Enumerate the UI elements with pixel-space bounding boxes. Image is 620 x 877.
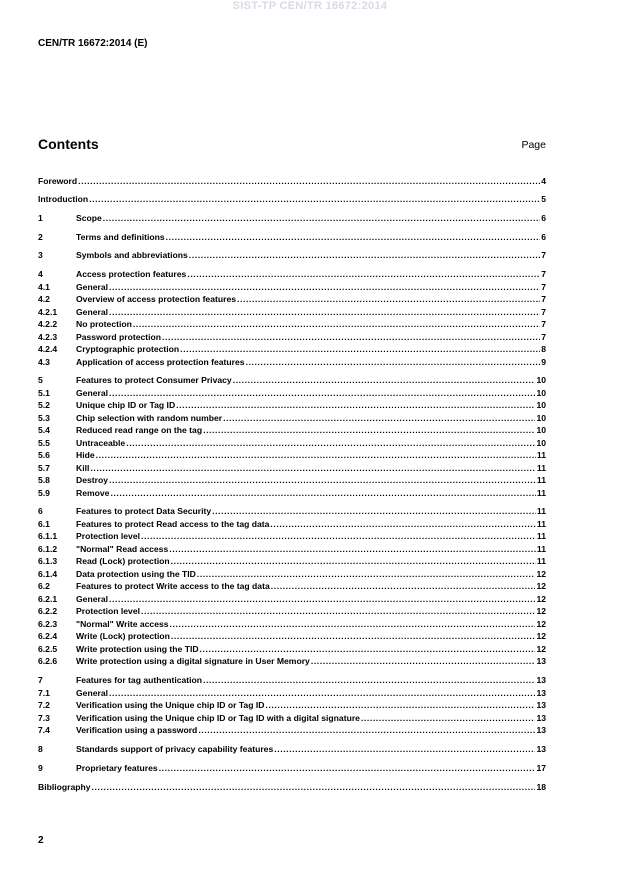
toc-entry-page: 10 (536, 400, 546, 410)
toc-entry-title: Verification using the Unique chip ID or Tag ID (76, 700, 265, 710)
toc-entry-title: Read (Lock) protection (76, 556, 170, 566)
toc-entry[interactable] (38, 475, 546, 487)
toc-entry-number: 4.2.2 (38, 319, 58, 329)
toc-entry-title: Introduction (38, 194, 89, 204)
toc-entry-page: 6 (541, 213, 546, 223)
toc-entry-page: 6 (541, 232, 546, 242)
toc-entry-title: No protection (76, 319, 132, 329)
toc-entry[interactable] (38, 450, 546, 462)
toc-leader-dots (200, 644, 536, 654)
toc-entry-title: Features to protect Data Security (76, 506, 212, 516)
toc-entry-page: 7 (541, 269, 546, 279)
toc-leader-dots (233, 375, 536, 385)
toc-entry-page: 11 (536, 556, 546, 566)
toc-entry-number: 5.4 (38, 425, 50, 435)
toc-entry[interactable] (38, 307, 546, 319)
toc-entry[interactable] (38, 176, 546, 188)
toc-entry-page: 11 (536, 544, 546, 554)
toc-entry-number: 4.2.3 (38, 332, 58, 342)
toc-entry-page: 7 (541, 332, 546, 342)
toc-entry-number: 5.1 (38, 388, 50, 398)
toc-entry-number: 6.2 (38, 581, 50, 591)
toc-entry[interactable] (38, 250, 546, 262)
toc-leader-dots (246, 357, 541, 367)
toc-entry[interactable] (38, 332, 546, 344)
toc-entry-page: 11 (536, 519, 546, 529)
toc-entry-page: 10 (536, 413, 546, 423)
toc-entry-title: Application of access protection features (76, 357, 245, 367)
toc-leader-dots (189, 250, 540, 260)
toc-entry-number: 5.6 (38, 450, 50, 460)
toc-leader-dots (166, 232, 541, 242)
toc-leader-dots (265, 700, 535, 710)
toc-leader-dots (361, 713, 536, 723)
toc-entry[interactable] (38, 232, 546, 244)
toc-entry[interactable] (38, 213, 546, 225)
toc-entry[interactable] (38, 438, 546, 450)
toc-entry-page: 13 (536, 688, 546, 698)
toc-entry-page: 12 (536, 631, 546, 641)
toc-entry-title: Password protection (76, 332, 161, 342)
toc-entry-page: 9 (541, 357, 546, 367)
toc-entry[interactable] (38, 782, 546, 794)
toc-entry-number: 5.3 (38, 413, 50, 423)
toc-entry-title: Access protection features (76, 269, 187, 279)
toc-entry-number: 5.5 (38, 438, 50, 448)
toc-entry-number: 4.2.1 (38, 307, 58, 317)
toc-entry-title: "Normal" Write access (76, 619, 169, 629)
toc-entry[interactable] (38, 656, 546, 668)
toc-entry-page: 11 (536, 531, 546, 541)
toc-entry-page: 13 (536, 713, 546, 723)
toc-entry-number: 6.1.4 (38, 569, 58, 579)
toc-leader-dots (171, 631, 536, 641)
toc-entry-title: "Normal" Read access (76, 544, 169, 554)
toc-entry-page: 10 (536, 388, 546, 398)
toc-leader-dots (180, 344, 540, 354)
toc-entry-title: Features to protect Read access to the tag data (76, 519, 270, 529)
toc-entry-number: 3 (38, 250, 43, 260)
toc-entry-page: 12 (536, 569, 546, 579)
toc-entry-number: 1 (38, 213, 43, 223)
toc-entry-number: 6.1.1 (38, 531, 58, 541)
toc-leader-dots (274, 744, 535, 754)
toc-entry-page: 4 (541, 176, 546, 186)
toc-entry-title: Features to protect Consumer Privacy (76, 375, 232, 385)
toc-entry-title: Write protection using a digital signature in User Memory (76, 656, 310, 666)
toc-entry-number: 7.4 (38, 725, 50, 735)
toc-leader-dots (109, 475, 536, 485)
toc-entry-title: Protection level (76, 606, 140, 616)
toc-entry-number: 7.2 (38, 700, 50, 710)
toc-entry-page: 10 (536, 438, 546, 448)
toc-entry-title: Untraceable (76, 438, 126, 448)
toc-entry-page: 11 (536, 475, 546, 485)
toc-entry[interactable] (38, 488, 546, 500)
toc-entry-number: 6 (38, 506, 43, 516)
toc-entry-title: Hide (76, 450, 95, 460)
toc-leader-dots (110, 488, 535, 498)
toc-entry-title: General (76, 594, 109, 604)
toc-leader-dots (170, 619, 536, 629)
toc-entry-page: 18 (536, 782, 546, 792)
toc-entry[interactable] (38, 569, 546, 581)
toc-entry-page: 12 (536, 594, 546, 604)
toc-leader-dots (271, 581, 536, 591)
toc-entry-page: 7 (541, 307, 546, 317)
toc-entry-number: 4 (38, 269, 43, 279)
toc-entry-page: 13 (536, 675, 546, 685)
toc-entry[interactable] (38, 631, 546, 643)
toc-entry-title: Write protection using the TID (76, 644, 199, 654)
toc-entry-title: Verification using a password (76, 725, 198, 735)
toc-entry[interactable] (38, 294, 546, 306)
toc-entry-title: General (76, 688, 109, 698)
toc-entry-number: 6.2.4 (38, 631, 58, 641)
toc-entry-number: 6.2.2 (38, 606, 58, 616)
toc-entry[interactable] (38, 375, 546, 387)
toc-entry[interactable] (38, 357, 546, 369)
toc-entry[interactable] (38, 194, 546, 206)
document-id: CEN/TR 16672:2014 (E) (38, 38, 148, 49)
toc-entry-title: Kill (76, 463, 90, 473)
toc-leader-dots (109, 388, 535, 398)
toc-entry[interactable] (38, 763, 546, 775)
toc-leader-dots (141, 531, 536, 541)
toc-entry[interactable] (38, 688, 546, 700)
toc-entry[interactable] (38, 282, 546, 294)
toc-entry-page: 12 (536, 581, 546, 591)
toc-entry-page: 12 (536, 619, 546, 629)
toc-entry-page: 12 (536, 644, 546, 654)
toc-leader-dots (162, 332, 540, 342)
toc-entry-page: 7 (541, 282, 546, 292)
toc-leader-dots (270, 519, 535, 529)
toc-entry-title: Symbols and abbreviations (76, 250, 188, 260)
toc-leader-dots (133, 319, 540, 329)
contents-title: Contents (38, 136, 99, 152)
toc-entry-page: 10 (536, 425, 546, 435)
toc-leader-dots (203, 675, 535, 685)
toc-entry-number: 5.2 (38, 400, 50, 410)
toc-entry[interactable] (38, 581, 546, 593)
toc-leader-dots (198, 725, 535, 735)
toc-entry-page: 10 (536, 375, 546, 385)
toc-entry[interactable] (38, 388, 546, 400)
toc-entry-title: Destroy (76, 475, 108, 485)
toc-entry-title: Write (Lock) protection (76, 631, 170, 641)
toc-entry-page: 13 (536, 744, 546, 754)
toc-entry-page: 13 (536, 700, 546, 710)
toc-entry[interactable] (38, 269, 546, 281)
toc-entry[interactable] (38, 675, 546, 687)
toc-entry-number: 4.2 (38, 294, 50, 304)
toc-entry-page: 13 (536, 725, 546, 735)
toc-leader-dots (90, 463, 536, 473)
toc-entry-page: 11 (536, 463, 546, 473)
toc-leader-dots (103, 213, 540, 223)
toc-entry-title: General (76, 282, 109, 292)
toc-entry-title: Protection level (76, 531, 140, 541)
toc-entry-page: 11 (536, 488, 546, 498)
toc-leader-dots (109, 282, 540, 292)
toc-entry[interactable] (38, 413, 546, 425)
toc-entry[interactable] (38, 725, 546, 737)
toc-entry-title: Features to protect Write access to the tag data (76, 581, 270, 591)
toc-entry-number: 7.3 (38, 713, 50, 723)
toc-entry-title: Features for tag authentication (76, 675, 203, 685)
toc-entry-number: 6.2.1 (38, 594, 58, 604)
toc-entry-number: 6.2.3 (38, 619, 58, 629)
toc-entry-title: Standards support of privacy capability features (76, 744, 274, 754)
toc-entry[interactable] (38, 506, 546, 518)
toc-entry[interactable] (38, 531, 546, 543)
toc-leader-dots (171, 556, 536, 566)
toc-entry-number: 4.1 (38, 282, 50, 292)
toc-entry-number: 8 (38, 744, 43, 754)
toc-entry-number: 7.1 (38, 688, 50, 698)
toc-entry[interactable] (38, 606, 546, 618)
toc-entry-number: 4.2.4 (38, 344, 58, 354)
toc-entry[interactable] (38, 519, 546, 531)
toc-entry-number: 6.2.5 (38, 644, 58, 654)
toc-entry-title: Cryptographic protection (76, 344, 180, 354)
toc-entry-title: Unique chip ID or Tag ID (76, 400, 176, 410)
toc-entry-title: Verification using the Unique chip ID or Tag ID with a digital signature (76, 713, 360, 723)
toc-leader-dots (78, 176, 540, 186)
toc-entry-page: 12 (536, 606, 546, 616)
toc-entry-page: 13 (536, 656, 546, 666)
toc-leader-dots (187, 269, 540, 279)
toc-entry-number: 5.9 (38, 488, 50, 498)
toc-entry[interactable] (38, 619, 546, 631)
toc-entry-title: Overview of access protection features (76, 294, 237, 304)
toc-leader-dots (159, 763, 536, 773)
toc-entry[interactable] (38, 463, 546, 475)
toc-entry-page: 8 (541, 344, 546, 354)
toc-leader-dots (169, 544, 536, 554)
toc-entry-title: Scope (76, 213, 102, 223)
toc-entry-title: Terms and definitions (76, 232, 165, 242)
toc-leader-dots (109, 594, 535, 604)
toc-entry-number: 7 (38, 675, 43, 685)
toc-entry-title: Chip selection with random number (76, 413, 223, 423)
toc-entry-title: General (76, 388, 109, 398)
toc-entry[interactable] (38, 644, 546, 656)
page-column-label: Page (521, 139, 546, 151)
toc-entry-page: 11 (536, 506, 546, 516)
toc-leader-dots (176, 400, 535, 410)
toc-entry-number: 2 (38, 232, 43, 242)
toc-entry-title: Foreword (38, 176, 78, 186)
toc-entry[interactable] (38, 344, 546, 356)
toc-entry-title: Reduced read range on the tag (76, 425, 203, 435)
toc-leader-dots (223, 413, 535, 423)
page-number: 2 (38, 835, 44, 846)
toc-leader-dots (141, 606, 535, 616)
toc-entry-page: 5 (541, 194, 546, 204)
toc-entry[interactable] (38, 425, 546, 437)
toc-entry[interactable] (38, 556, 546, 568)
toc-entry[interactable] (38, 319, 546, 331)
toc-entry[interactable] (38, 744, 546, 756)
toc-entry-number: 5.7 (38, 463, 50, 473)
toc-entry-title: General (76, 307, 109, 317)
toc-leader-dots (126, 438, 535, 448)
toc-leader-dots (109, 688, 535, 698)
toc-entry-page: 7 (541, 250, 546, 260)
toc-leader-dots (109, 307, 540, 317)
toc-leader-dots (212, 506, 536, 516)
toc-entry-number: 5 (38, 375, 43, 385)
toc-entry-number: 5.8 (38, 475, 50, 485)
toc-entry[interactable] (38, 700, 546, 712)
toc-leader-dots (89, 194, 540, 204)
toc-entry-title: Bibliography (38, 782, 91, 792)
toc-entry-page: 11 (536, 450, 546, 460)
toc-entry[interactable] (38, 400, 546, 412)
toc-entry-title: Data protection using the TID (76, 569, 196, 579)
toc-entry-number: 6.2.6 (38, 656, 58, 666)
toc-entry-title: Remove (76, 488, 110, 498)
toc-entry-page: 7 (541, 294, 546, 304)
toc-leader-dots (96, 450, 536, 460)
toc-leader-dots (92, 782, 536, 792)
toc-entry-page: 17 (536, 763, 546, 773)
toc-entry-number: 6.1 (38, 519, 50, 529)
toc-leader-dots (311, 656, 536, 666)
toc-entry-number: 6.1.2 (38, 544, 58, 554)
toc-leader-dots (237, 294, 540, 304)
toc-leader-dots (203, 425, 535, 435)
toc-entry-page: 7 (541, 319, 546, 329)
toc-entry[interactable] (38, 544, 546, 556)
toc-entry-number: 6.1.3 (38, 556, 58, 566)
toc-entry-number: 9 (38, 763, 43, 773)
toc-entry[interactable] (38, 594, 546, 606)
toc-entry-title: Proprietary features (76, 763, 158, 773)
toc-leader-dots (197, 569, 536, 579)
watermark: SIST-TP CEN/TR 16672:2014 (232, 0, 388, 12)
toc-entry-number: 4.3 (38, 357, 50, 367)
toc-entry[interactable] (38, 713, 546, 725)
